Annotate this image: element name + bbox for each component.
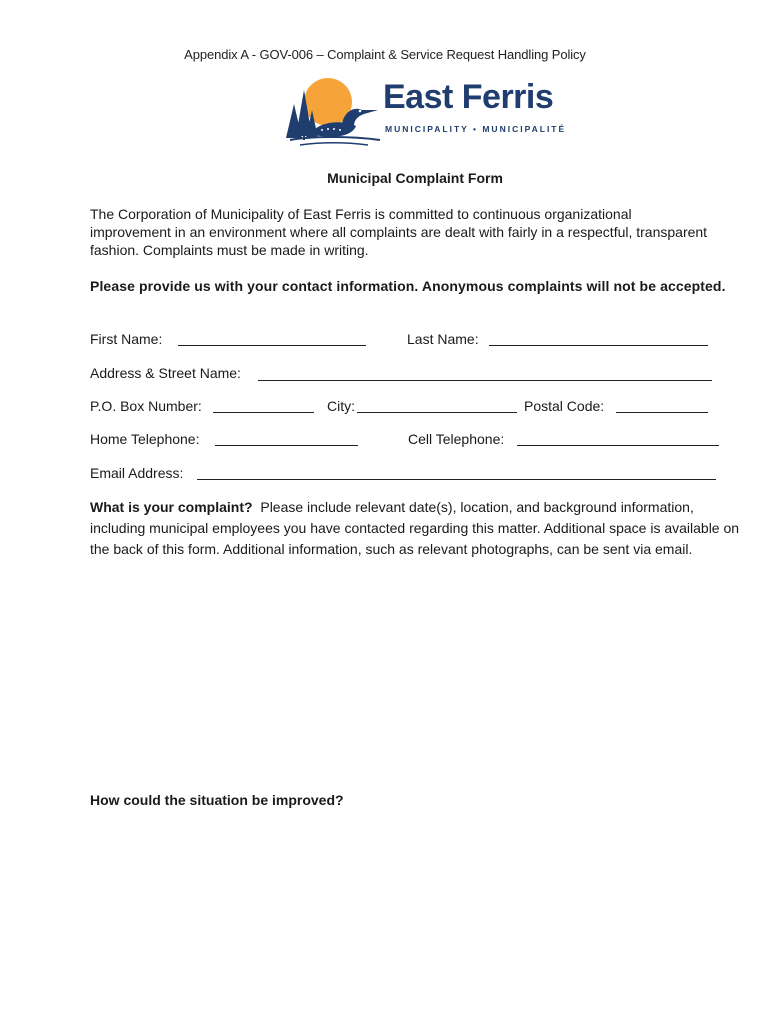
email-field[interactable] — [197, 479, 716, 480]
po-box-field[interactable] — [213, 412, 314, 413]
po-box-label: P.O. Box Number: — [90, 398, 202, 414]
city-field[interactable] — [357, 412, 517, 413]
city-label: City: — [327, 398, 355, 414]
complaint-answer-area[interactable] — [90, 585, 740, 780]
first-name-field[interactable] — [178, 345, 366, 346]
logo-subtitle: MUNICIPALITY • MUNICIPALITÉ — [385, 124, 567, 134]
appendix-header: Appendix A - GOV-006 – Complaint & Service Request Handling Policy — [184, 47, 586, 62]
complaint-instructions: Please include relevant date(s), location, and background information, including municipal employees you have contacted regarding this matter. Additional space is available on the back of this form. Additional information, such as relevant photographs, can be sent via email. — [90, 499, 740, 557]
contact-heading: Please provide us with your contact information. Anonymous complaints will not be accepted. — [90, 278, 726, 294]
first-name-label: First Name: — [90, 331, 163, 347]
address-label: Address & Street Name: — [90, 365, 241, 381]
cell-phone-field[interactable] — [517, 445, 719, 446]
cell-phone-label: Cell Telephone: — [408, 431, 505, 447]
complaint-question: What is your complaint? — [90, 499, 253, 515]
east-ferris-logo — [282, 76, 567, 148]
email-label: Email Address: — [90, 465, 184, 481]
last-name-label: Last Name: — [407, 331, 479, 347]
logo-wordmark: East Ferris — [383, 78, 554, 116]
loon-sun-trees-icon — [282, 76, 392, 148]
improvement-answer-area[interactable] — [90, 820, 740, 1010]
improve-question: How could the situation be improved? — [90, 792, 344, 808]
last-name-field[interactable] — [489, 345, 708, 346]
form-title: Municipal Complaint Form — [327, 170, 503, 186]
intro-paragraph: The Corporation of Municipality of East Ferris is committed to continuous organizational improvement in an environment where all complaints are dealt with fairly in a respectful, transparent fashion. Complaints must be made in writing. — [90, 206, 708, 258]
complaint-question-block — [90, 497, 750, 560]
address-field[interactable] — [258, 380, 712, 381]
home-phone-field[interactable] — [215, 445, 358, 446]
postal-code-label: Postal Code: — [524, 398, 605, 414]
postal-code-field[interactable] — [616, 412, 708, 413]
home-phone-label: Home Telephone: — [90, 431, 200, 447]
